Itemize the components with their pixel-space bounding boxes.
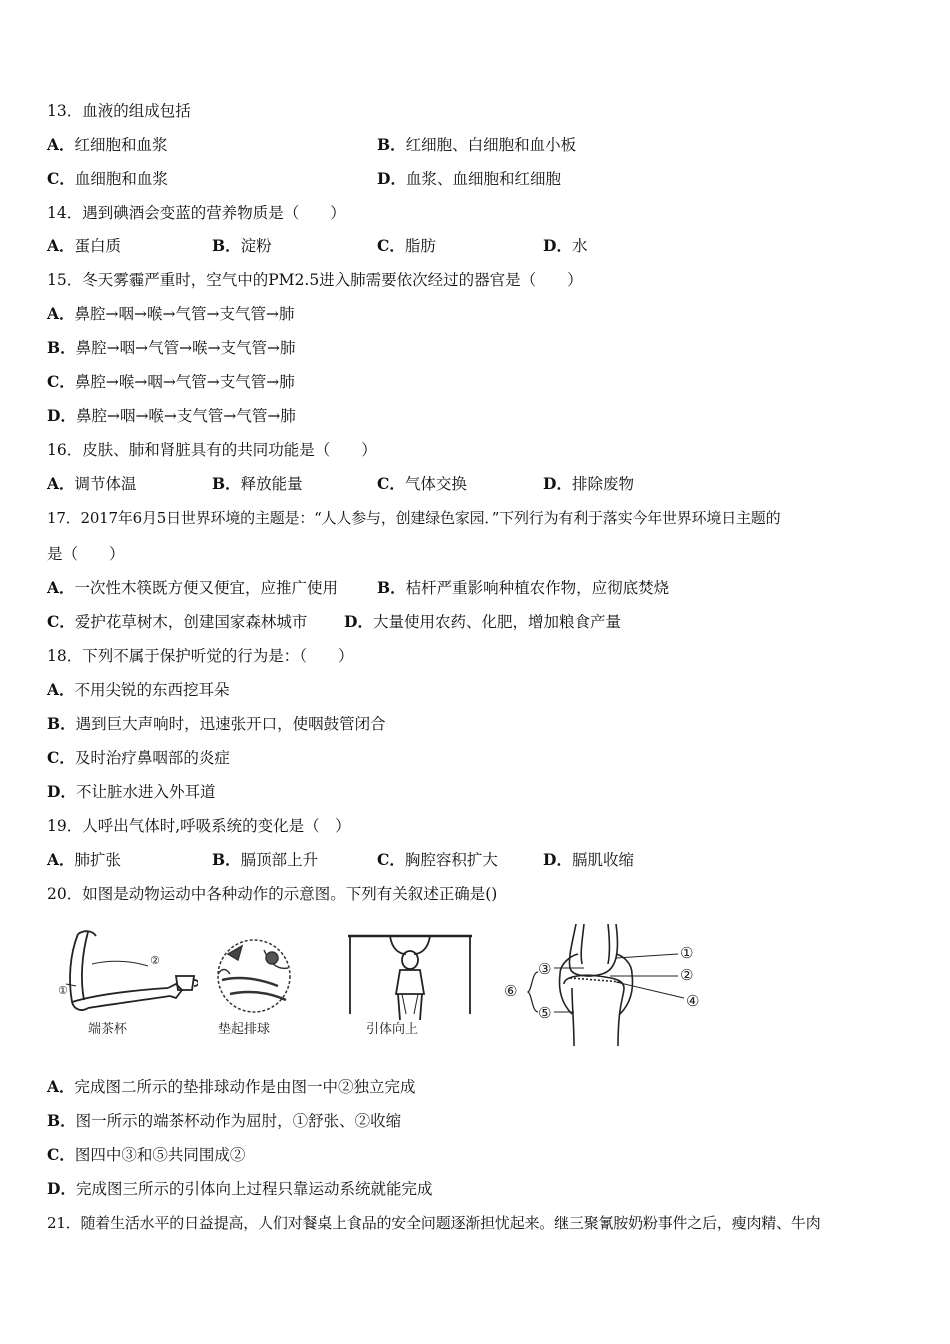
q16-option-c-text: 气体交换 xyxy=(404,475,467,493)
q16-option-d xyxy=(543,473,634,495)
q14-option-b xyxy=(212,235,272,257)
q17-option-c-label: C． xyxy=(47,612,75,631)
q15-option-c xyxy=(47,371,295,393)
q17-option-b xyxy=(377,577,669,599)
q16-option-a-text: 调节体温 xyxy=(74,475,137,493)
figure-joint xyxy=(498,924,708,1046)
q18-option-b xyxy=(47,713,386,735)
q14-option-a xyxy=(47,235,121,257)
q15-option-a xyxy=(47,303,294,325)
q19-option-b-text: 膈顶部上升 xyxy=(240,851,319,869)
q18-option-b-text: 遇到巨大声响时，迅速张开口，使咽鼓管闭合 xyxy=(75,715,386,733)
q14-option-a-text: 蛋白质 xyxy=(74,237,122,255)
q20-option-b-text: 图一所示的端茶杯动作为屈肘，①舒张、②收缩 xyxy=(75,1112,402,1130)
arm-cup-drawing xyxy=(58,924,198,1046)
q14-option-d-text: 水 xyxy=(571,237,588,255)
q15-stem: 15．冬天雾霾严重时，空气中的PM2.5进入肺需要依次经过的器官是（ ） xyxy=(47,271,583,289)
q17-option-d xyxy=(344,611,621,633)
q15-option-b-text: 鼻腔→咽→气管→喉→支气管→肺 xyxy=(75,339,296,357)
q19-option-c-label: C． xyxy=(377,850,405,869)
q20-option-b xyxy=(47,1110,401,1132)
q19-option-a xyxy=(47,849,121,871)
q16-option-c xyxy=(377,473,467,495)
q17-option-b-label: B． xyxy=(377,578,406,597)
fig4-label-6: ⑥ xyxy=(504,982,518,1000)
joint-drawing xyxy=(498,924,708,1046)
q19-stem: 19．人呼出气体时,呼吸系统的变化是（ ） xyxy=(47,817,351,835)
q19-option-d-label: D． xyxy=(543,850,572,869)
q16-option-d-text: 排除废物 xyxy=(571,475,634,493)
fig3-caption: 引体向上 xyxy=(366,1022,419,1037)
q17-option-a-label: A． xyxy=(47,578,75,597)
figure-arm-cup xyxy=(58,924,198,1046)
q18-option-d-text: 不让脏水进入外耳道 xyxy=(75,783,216,801)
q14-option-b-text: 淀粉 xyxy=(240,237,272,255)
q20-option-c-text: 图四中③和⑤共同围成② xyxy=(74,1146,246,1164)
q18-option-d-label: D． xyxy=(47,782,76,801)
q14-stem: 14．遇到碘酒会变蓝的营养物质是（ ） xyxy=(47,204,346,222)
q13-option-a-text: 红细胞和血浆 xyxy=(74,136,168,154)
q17-option-a-text: 一次性木筷既方便又便宜，应推广使用 xyxy=(74,579,339,597)
q18-option-b-label: B． xyxy=(47,714,76,733)
q16-stem: 16．皮肤、肺和肾脏具有的共同功能是（ ） xyxy=(47,441,377,459)
q15-option-a-text: 鼻腔→咽→喉→气管→支气管→肺 xyxy=(74,305,295,323)
q18-option-a-text: 不用尖锐的东西挖耳朵 xyxy=(74,681,230,699)
q14-option-a-label: A． xyxy=(47,236,75,255)
q20-option-c xyxy=(47,1144,245,1166)
q19-option-c xyxy=(377,849,498,871)
q20-option-a-label: A． xyxy=(47,1077,75,1096)
q17-stem-line1: 17．2017年6月5日世界环境的主题是：“人人参与，创建绿色家园．”下列行为有利于落实今年世界环境日主题的 xyxy=(47,509,781,527)
fig4-label-2: ② xyxy=(680,966,694,984)
q18-option-c-text: 及时治疗鼻咽部的炎症 xyxy=(74,749,230,767)
q17-option-a xyxy=(47,577,338,599)
q17-option-b-text: 桔杆严重影响种植农作物，应彻底焚烧 xyxy=(405,579,670,597)
fig4-label-3: ③ xyxy=(538,960,552,978)
fig1-label-1: ① xyxy=(58,984,68,997)
q15-option-b-label: B． xyxy=(47,338,76,357)
q15-option-d-label: D． xyxy=(47,406,76,425)
q20-stem: 20．如图是动物运动中各种动作的示意图。下列有关叙述正确是() xyxy=(47,885,498,903)
q13-option-a xyxy=(47,134,168,156)
q18-option-a-label: A． xyxy=(47,680,75,699)
q14-option-d-label: D． xyxy=(543,236,572,255)
q19-option-a-label: A． xyxy=(47,850,75,869)
q19-option-a-text: 肺扩张 xyxy=(74,851,122,869)
q19-option-d xyxy=(543,849,634,871)
q17-option-d-label: D． xyxy=(344,612,373,631)
q18-stem: 18．下列不属于保护听觉的行为是：（ ） xyxy=(47,647,354,665)
q18-option-c-label: C． xyxy=(47,748,75,767)
q13-option-c-label: C． xyxy=(47,169,75,188)
q16-option-c-label: C． xyxy=(377,474,405,493)
q15-option-c-text: 鼻腔→喉→咽→气管→支气管→肺 xyxy=(74,373,295,391)
figure-volleyball xyxy=(208,924,308,1046)
q14-option-c xyxy=(377,235,436,257)
q17-option-d-text: 大量使用农药、化肥，增加粮食产量 xyxy=(372,613,621,631)
q20-option-a xyxy=(47,1076,416,1098)
q19-option-b-label: B． xyxy=(212,850,241,869)
fig1-label-2: ② xyxy=(150,954,160,967)
q16-option-b-label: B． xyxy=(212,474,241,493)
q13-option-a-label: A． xyxy=(47,135,75,154)
q19-option-c-text: 胸腔容积扩大 xyxy=(404,851,498,869)
q14-option-d xyxy=(543,235,587,257)
q13-option-c xyxy=(47,168,168,190)
q20-option-a-text: 完成图二所示的垫排球动作是由图一中②独立完成 xyxy=(74,1078,416,1096)
q17-option-c-text: 爱护花草树木，创建国家森林城市 xyxy=(74,613,308,631)
q16-option-a xyxy=(47,473,137,495)
q13-option-d-label: D． xyxy=(377,169,406,188)
q18-option-a xyxy=(47,679,230,701)
q19-option-b xyxy=(212,849,318,871)
q13-option-d-text: 血浆、血细胞和红细胞 xyxy=(405,170,561,188)
q13-option-b-text: 红细胞、白细胞和血小板 xyxy=(405,136,577,154)
fig4-label-5: ⑤ xyxy=(538,1004,552,1022)
q21-stem: 21．随着生活水平的日益提高，人们对餐桌上食品的安全问题逐渐担忧起来。继三聚氰胺奶粉事件之后，瘦肉精、牛肉 xyxy=(47,1214,821,1232)
q16-option-b-text: 释放能量 xyxy=(240,475,303,493)
figure-pullup xyxy=(340,924,480,1046)
q20-option-d xyxy=(47,1178,432,1200)
fig4-label-1: ① xyxy=(680,944,694,962)
q14-option-b-label: B． xyxy=(212,236,241,255)
q13-option-b xyxy=(377,134,576,156)
q17-stem-line2: 是（ ） xyxy=(47,545,125,563)
q13-option-c-text: 血细胞和血浆 xyxy=(74,170,168,188)
q20-option-d-label: D． xyxy=(47,1179,76,1198)
q14-option-c-label: C． xyxy=(377,236,405,255)
fig2-caption: 垫起排球 xyxy=(218,1022,271,1037)
q17-option-c xyxy=(47,611,307,633)
q18-option-c xyxy=(47,747,230,769)
q15-option-d-text: 鼻腔→咽→喉→支气管→气管→肺 xyxy=(75,407,296,425)
q16-option-a-label: A． xyxy=(47,474,75,493)
q15-option-c-label: C． xyxy=(47,372,75,391)
q13-option-b-label: B． xyxy=(377,135,406,154)
fig4-label-4: ④ xyxy=(686,992,700,1010)
q14-option-c-text: 脂肪 xyxy=(404,237,436,255)
q19-option-d-text: 膈肌收缩 xyxy=(571,851,634,869)
q16-option-d-label: D． xyxy=(543,474,572,493)
q15-option-b xyxy=(47,337,296,359)
q13-option-d xyxy=(377,168,561,190)
q15-option-a-label: A． xyxy=(47,304,75,323)
q20-option-b-label: B． xyxy=(47,1111,76,1130)
q20-option-c-label: C． xyxy=(47,1145,75,1164)
q15-option-d xyxy=(47,405,296,427)
q18-option-d xyxy=(47,781,215,803)
fig1-caption: 端茶杯 xyxy=(88,1022,128,1037)
q13-stem: 13．血液的组成包括 xyxy=(47,102,191,120)
q20-option-d-text: 完成图三所示的引体向上过程只靠运动系统就能完成 xyxy=(75,1180,433,1198)
q16-option-b xyxy=(212,473,303,495)
